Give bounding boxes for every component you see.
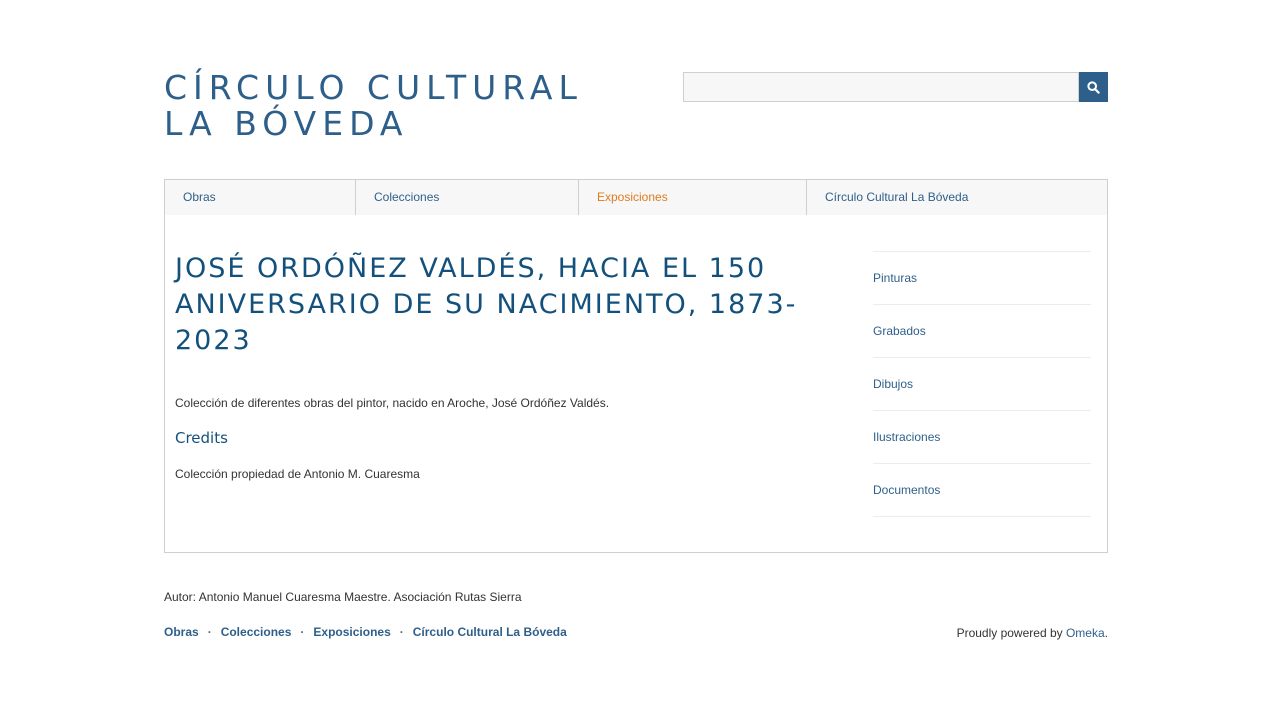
main-content [164,215,1108,553]
search-button[interactable] [1079,72,1108,102]
site-title-line1[interactable]: CÍRCULO CULTURAL [164,68,583,107]
nav-item-colecciones[interactable]: Colecciones [356,180,579,215]
credits-heading: Credits [175,429,228,447]
primary-nav [164,179,1108,216]
side-nav-item-grabados[interactable]: Grabados [873,305,1091,358]
footer-link-circulo-cultural[interactable]: Círculo Cultural La Bóveda [412,625,567,639]
footer-separator: · [399,625,404,639]
powered-by [957,626,1108,640]
footer-nav [164,625,567,639]
powered-by-prefix: Proudly powered by [956,626,1066,640]
footer-separator: · [207,625,212,639]
page-title: JOSÉ ORDÓÑEZ VALDÉS, HACIA EL 150 ANIVERSARIO DE SU NACIMIENTO, 1873-2023 [175,253,798,356]
exhibit-side-nav [873,251,1091,517]
side-nav-item-documentos[interactable]: Documentos [873,464,1091,517]
search-icon [1087,81,1100,94]
footer-link-obras[interactable]: Obras [164,625,199,639]
nav-item-circulo-cultural[interactable]: Círculo Cultural La Bóveda [825,190,969,204]
side-nav-item-dibujos[interactable]: Dibujos [873,358,1091,411]
site-title[interactable] [164,70,664,142]
exhibit-description: Colección de diferentes obras del pintor, nacido en Aroche, José Ordóñez Valdés. [175,396,610,410]
omeka-link[interactable]: Omeka [1065,626,1105,640]
side-nav-item-ilustraciones[interactable]: Ilustraciones [873,411,1091,464]
site-title-line2[interactable]: LA BÓVEDA [164,104,409,143]
footer-separator: · [300,625,305,639]
powered-by-suffix: . [1104,626,1108,640]
footer-author: Autor: Antonio Manuel Cuaresma Maestre. Asociación Rutas Sierra [164,590,522,604]
nav-item-obras[interactable]: Obras [165,180,356,215]
search-form [683,72,1108,102]
side-nav-item-pinturas[interactable]: Pinturas [873,252,1091,305]
search-input[interactable] [683,72,1079,102]
footer-link-colecciones[interactable]: Colecciones [220,625,292,639]
footer-link-exposiciones[interactable]: Exposiciones [313,625,391,639]
nav-item-exposiciones[interactable]: Exposiciones [579,180,807,215]
credits-text: Colección propiedad de Antonio M. Cuaresma [175,467,420,481]
